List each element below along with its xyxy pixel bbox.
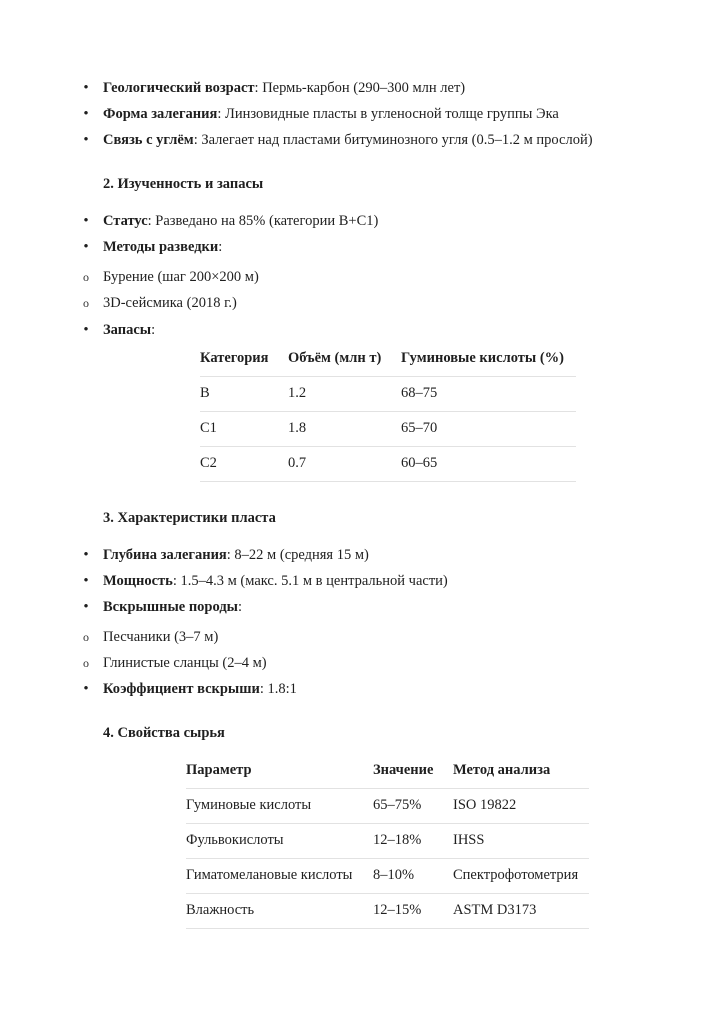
- item-text: : 8–22 м (средняя 15 м): [226, 547, 369, 563]
- table-row: [186, 823, 589, 858]
- bullet-icon: •: [83, 213, 89, 229]
- item-text: : Залегает над пластами битуминозного угля (0.5–1.2 м прослой): [193, 132, 593, 148]
- table-cell: 12–18%: [373, 823, 453, 858]
- table-row: [200, 411, 576, 446]
- table-cell: 8–10%: [373, 858, 453, 893]
- table-cell: 12–15%: [373, 893, 453, 928]
- table-cell: ISO 19822: [453, 788, 589, 823]
- item-label: Статус: [103, 213, 148, 229]
- circle-bullet-icon: o: [83, 656, 89, 670]
- table-cell: Фульвокислоты: [186, 823, 373, 858]
- table-cell: 0.7: [288, 446, 401, 481]
- column-header: Значение: [373, 753, 453, 788]
- table-cell: IHSS: [453, 823, 589, 858]
- item-label: Геологический возраст: [103, 80, 255, 96]
- column-header: Метод анализа: [453, 753, 589, 788]
- bullet-icon: •: [83, 80, 89, 96]
- circle-bullet-icon: o: [83, 270, 89, 284]
- item-text: : 1.8:1: [259, 681, 297, 697]
- item-label: Мощность: [103, 573, 173, 589]
- item-label: Методы разведки: [103, 239, 219, 255]
- item-label: Глубина залегания: [103, 547, 227, 563]
- section-heading: 2. Изученность и запасы: [103, 176, 264, 192]
- item-text: Бурение (шаг 200×200 м): [103, 269, 259, 285]
- table-cell: 60–65: [401, 446, 576, 481]
- table-row: [186, 893, 589, 928]
- bullet-icon: •: [83, 599, 89, 615]
- table-row: [186, 858, 589, 893]
- section-heading: 4. Свойства сырья: [103, 725, 225, 741]
- table-cell: Спектрофотометрия: [453, 858, 589, 893]
- bullet-icon: •: [83, 547, 89, 563]
- item-text: : Линзовидные пласты в угленосной толще группы Эка: [217, 106, 559, 122]
- bullet-icon: •: [83, 681, 89, 697]
- column-header: Категория: [200, 341, 288, 376]
- bullet-icon: •: [83, 573, 89, 589]
- properties-table: [186, 753, 589, 929]
- circle-bullet-icon: o: [83, 296, 89, 310]
- circle-bullet-icon: o: [83, 630, 89, 644]
- bullet-icon: •: [83, 322, 89, 338]
- bullet-icon: •: [83, 239, 89, 255]
- item-text: :: [151, 322, 156, 338]
- reserves-table: [200, 341, 576, 482]
- item-text: :: [237, 599, 243, 615]
- bullet-icon: •: [83, 132, 89, 148]
- item-text: : 1.5–4.3 м (макс. 5.1 м в центральной части): [172, 573, 448, 589]
- column-header: Объём (млн т): [288, 341, 401, 376]
- table-cell: ASTM D3173: [453, 893, 589, 928]
- table-cell: 65–70: [401, 411, 576, 446]
- table-cell: 1.2: [288, 376, 401, 411]
- item-label: Коэффициент вскрыши: [103, 681, 260, 697]
- table-header-row: [186, 753, 589, 788]
- column-header: Параметр: [186, 753, 373, 788]
- table-cell: C2: [200, 446, 288, 481]
- table-cell: 1.8: [288, 411, 401, 446]
- table-row: [200, 376, 576, 411]
- item-text: :: [218, 239, 223, 255]
- item-label: Вскрышные породы: [103, 599, 238, 615]
- item-text: : Разведано на 85% (категории B+C1): [147, 213, 379, 229]
- table-cell: 65–75%: [373, 788, 453, 823]
- item-label: Запасы: [103, 322, 152, 338]
- table-cell: B: [200, 376, 288, 411]
- item-text: Песчаники (3–7 м): [103, 629, 219, 645]
- column-header: Гуминовые кислоты (%): [401, 341, 576, 376]
- section-heading: 3. Характеристики пласта: [103, 510, 276, 526]
- table-cell: Гуминовые кислоты: [186, 788, 373, 823]
- table-row: [186, 788, 589, 823]
- bullet-icon: •: [83, 106, 89, 122]
- item-text: Глинистые сланцы (2–4 м): [103, 655, 267, 671]
- table-row: [200, 446, 576, 481]
- table-header-row: [200, 341, 576, 376]
- table-cell: 68–75: [401, 376, 576, 411]
- table-cell: Влажность: [186, 893, 373, 928]
- table-cell: C1: [200, 411, 288, 446]
- item-text: : Пермь-карбон (290–300 млн лет): [254, 80, 466, 96]
- item-label: Связь с углём: [103, 132, 194, 148]
- item-text: 3D-сейсмика (2018 г.): [103, 295, 237, 311]
- table-cell: Гиматомелановые кислоты: [186, 858, 373, 893]
- item-label: Форма залегания: [103, 106, 218, 122]
